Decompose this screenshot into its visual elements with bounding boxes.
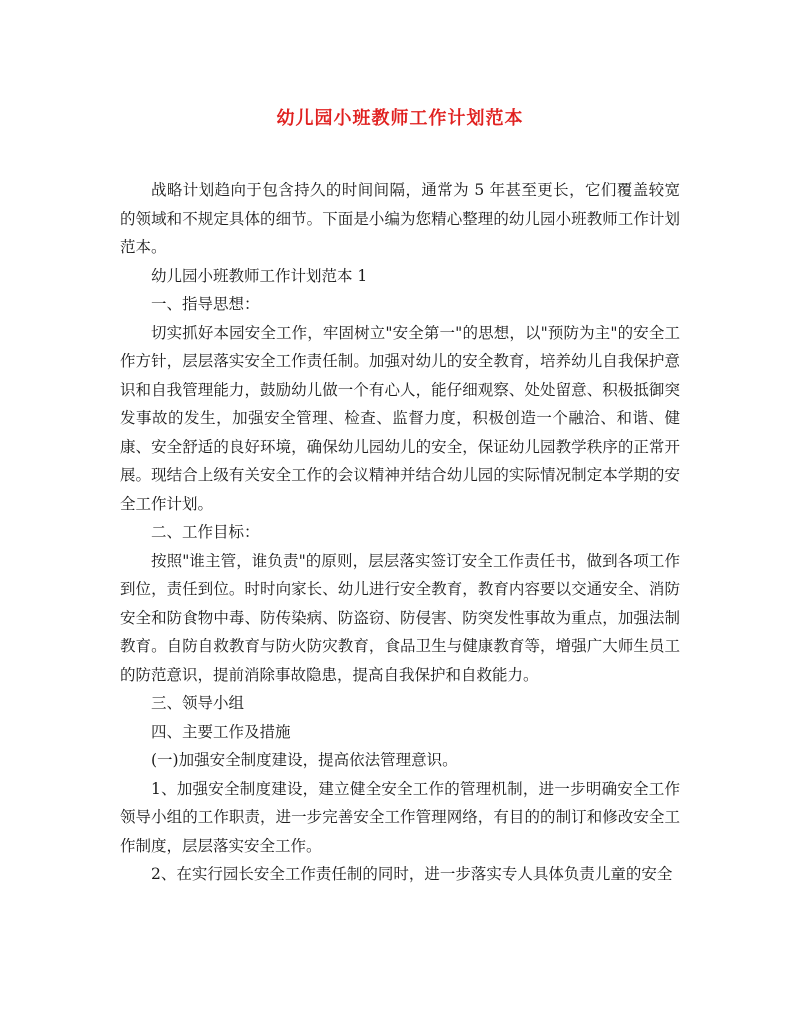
paragraph-work-goals: 按照"谁主管，谁负责"的原则，层层落实签订安全工作责任书，做到各项工作到位，责任到位。时时向家长、幼儿进行安全教育，教育内容要以交通安全、消防安全和防食物中毒、防传染病、防盗窃、防侵害、防突发性事故为重点，加强法制教育。自防自救教育与防火防灾教育，食品卫生与健康教育等，增强广大师生员工的防范意识，提前消除事故隐患，提高自我保护和自救能力。 bbox=[120, 551, 680, 684]
heading-leadership-group: 三、领导小组 bbox=[151, 694, 245, 712]
paragraph-subtitle: 幼儿园小班教师工作计划范本 1 bbox=[151, 266, 368, 285]
paragraph-item-1: 1、加强安全制度建设，建立健全安全工作的管理机制，进一步明确安全工作领导小组的工作职责，进一步完善安全工作管理网络，有目的的制订和修改安全工作制度，层层落实安全工作。 bbox=[120, 779, 680, 855]
paragraph-guiding-thought: 切实抓好本园安全工作，牢固树立"安全第一"的思想，以"预防为主"的安全工作方针，层层落实安全工作责任制。加强对幼儿的安全教育，培养幼儿自我保护意识和自我管理能力，鼓励幼儿做一个有心人，能仔细观察、处处留意、积极抵御突发事故的发生，加强安全管理、检查、监督力度，积极创造一个融洽、和谐、健康、安全舒适的良好环境，确保幼儿园幼儿的安全，保证幼儿园教学秩序的正常开展。现结合上级有关安全工作的会议精神并结合幼儿园的实际情况制定本学期的安全工作计划。 bbox=[120, 323, 680, 513]
document-body bbox=[120, 176, 680, 889]
paragraph-intro: 战略计划趋向于包含持久的时间间隔，通常为 5 年甚至更长，它们覆盖较宽的领域和不规定具体的细节。下面是小编为您精心整理的幼儿园小班教师工作计划范本。 bbox=[120, 181, 680, 256]
subheading-safety-system: (一)加强安全制度建设，提高依法管理意识。 bbox=[151, 751, 458, 769]
heading-guiding-thought: 一、指导思想： bbox=[151, 295, 260, 313]
heading-main-work: 四、主要工作及措施 bbox=[151, 722, 291, 741]
document-title: 幼儿园小班教师工作计划范本 bbox=[276, 108, 524, 129]
paragraph-item-2: 2、在实行园长安全工作责任制的同时，进一步落实专人具体负责儿童的安全 bbox=[151, 865, 673, 883]
heading-work-goals: 二、工作目标： bbox=[151, 523, 260, 541]
